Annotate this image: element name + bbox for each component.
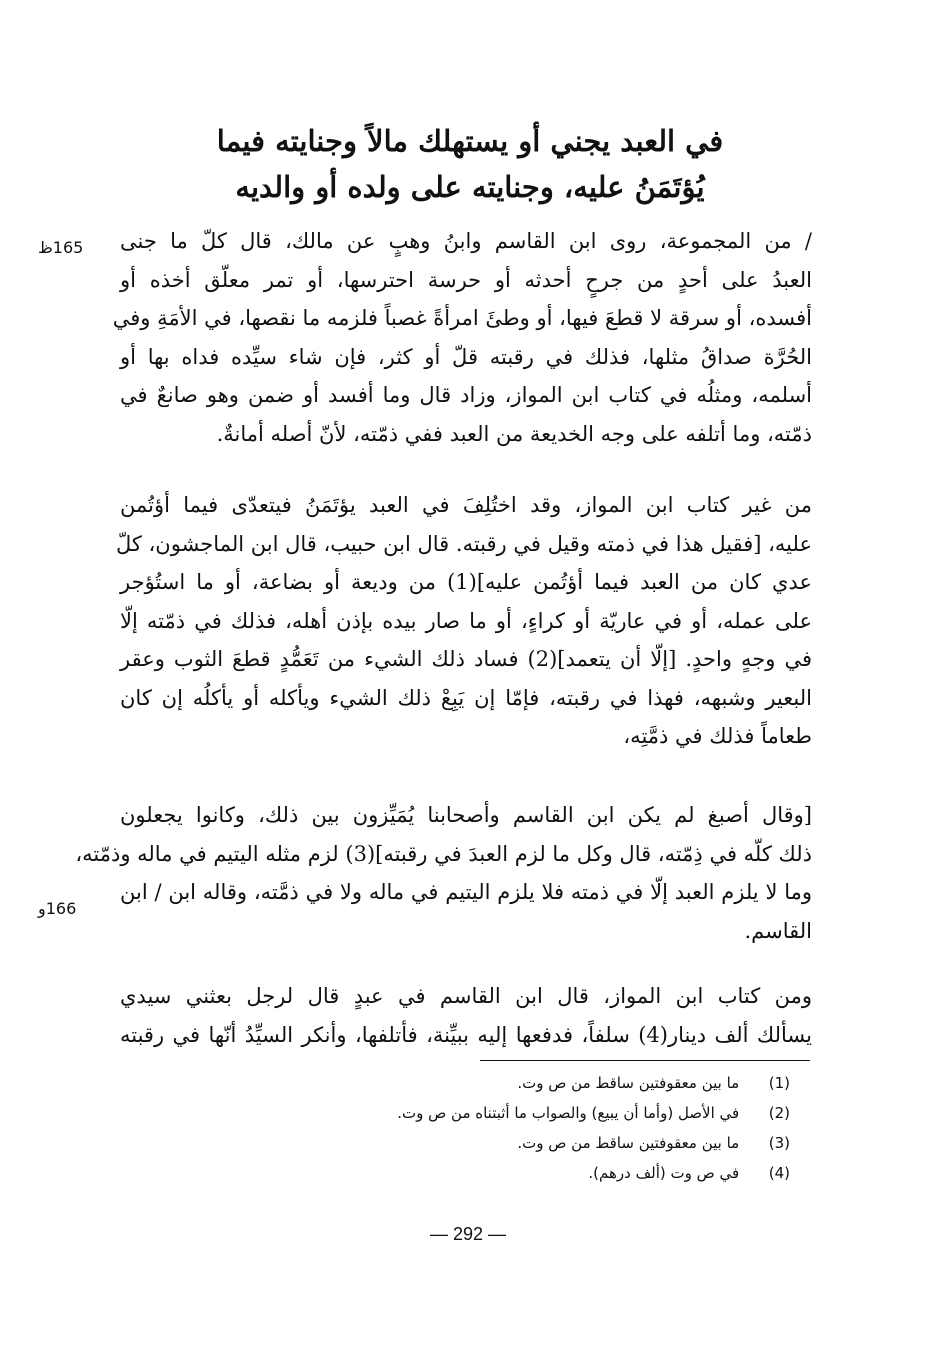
paragraph-2 bbox=[115, 486, 812, 756]
footnote-text: ما بين معقوفتين ساقط من ص وت. bbox=[517, 1134, 740, 1152]
text-line: ذلك كلّه في ذِمّته، قال وكل ما لزم العبدَ في رقبته](3) لزم مثله اليتيم في ماله وذمّته، bbox=[75, 841, 812, 866]
text-line: طعاماً فذلك في ذمَّتِه، bbox=[623, 724, 812, 748]
footnotes bbox=[300, 1068, 790, 1188]
text-line: ومن كتاب ابن المواز، قال ابن القاسم في عبدٍ قال لرجل بعثني سيدي bbox=[120, 984, 812, 1008]
text-line: في وجهٍ واحدٍ. [إلّا أن يتعمد](2) فساد ذلك الشيء من تَعَمُّدٍ قطعَ الثوب وعقر bbox=[120, 647, 812, 671]
footnote-text: ما بين معقوفتين ساقط من ص وت. bbox=[517, 1074, 740, 1092]
text-line: البعير وشبهه، فهذا في رقبته، فإمّا إن يَبِعْ ذلك الشيء ويأكله أو يأكلُه إن كان bbox=[120, 685, 812, 710]
page-number: — 292 — bbox=[429, 1224, 507, 1244]
paragraph-4 bbox=[120, 977, 812, 1054]
text-line: على عمله، أو في عاريّة أو كراءٍ، أو ما صار بيده بإذن أهله، فذلك في ذمّته إلّا bbox=[120, 608, 812, 633]
text-line: ذمّته، وما أتلفه على وجه الخديعة من العبد ففي ذمّته، لأنّ أصله أمانةٌ. bbox=[216, 421, 812, 446]
footnote-text: في الأصل (وأما أن يبيع) والصواب ما أثبتناه من ص وت. bbox=[397, 1104, 740, 1122]
text-line: [وقال أصبغ لم يكن ابن القاسم وأصحابنا يُمَيِّزون بين ذلك، وكانوا يجعلون bbox=[120, 803, 812, 827]
text-line: عدي كان من العبد فيما أؤتُمن عليه](1) من وديعة أو بضاعة، أو ما استُؤجر bbox=[120, 570, 812, 594]
paragraph-1 bbox=[112, 222, 812, 453]
text-line: عليه، [فقيل هذا في ذمته وقيل في رقبته. قال ابن حبيب، قال ابن الماجشون، كلّ bbox=[115, 531, 812, 556]
text-line: أسلمه، ومثلُه في كتاب ابن المواز، وزاد قال وما أفسد أو ضمن وهو صانعٌ في bbox=[120, 383, 812, 407]
footnote bbox=[300, 1098, 790, 1128]
text-line: العبدُ على أحدٍ من جرحٍ أحدثه أو حرسة احترسها، أو تمر معلّق أخذه أو bbox=[120, 267, 812, 292]
footnote bbox=[300, 1128, 790, 1158]
footnote-divider bbox=[480, 1060, 810, 1061]
text-line: وما لا يلزم العبد إلّا في ذمته فلا يلزم اليتيم في ماله ولا في ذمَّته، وقاله ابن / ابن bbox=[120, 880, 812, 904]
text-line: القاسم. bbox=[744, 918, 812, 943]
text-line: من غير كتاب ابن المواز، وقد اختُلِفَ في العبد يؤتَمَنُ فيتعدّى فيما أؤتُمن bbox=[120, 493, 812, 517]
footnote-number: (3) bbox=[768, 1134, 790, 1152]
footnote bbox=[300, 1158, 790, 1188]
margin-folio-note: 166و bbox=[38, 899, 77, 918]
text-line: الحُرَّة صداقُ مثلها، فذلك في رقبته قلّ أو كثر، فإن شاء سيِّده فداه بها أو bbox=[120, 344, 812, 369]
text-line: أفسده، أو سرقة لا قطعَ فيها، أو وطئَ امرأةً غصباً فلزمه ما نقصها، في الأمَةِ وفي bbox=[112, 306, 812, 330]
text-line: / من المجموعة، روى ابن القاسم وابنُ وهبٍ عن مالك، قال كلّ ما جنى bbox=[120, 229, 812, 253]
paragraph-3 bbox=[75, 796, 812, 950]
title-line-2: يُؤتَمَنُ عليه، وجنايته على ولده أو والديه bbox=[235, 170, 705, 204]
footnote-text: في ص وت (ألف درهم). bbox=[588, 1164, 740, 1182]
title-line-1: في العبد يجني أو يستهلك مالاً وجنايته فيما bbox=[216, 124, 724, 158]
footnote-number: (4) bbox=[768, 1164, 790, 1182]
margin-folio-note: 165ظ bbox=[38, 238, 84, 257]
footnote-number: (1) bbox=[768, 1074, 790, 1092]
chapter-title bbox=[150, 118, 790, 210]
text-line: يسألك ألف دينار(4) سلفاً، فدفعها إليه ببيِّنة، فأتلفها، وأنكر السيِّدُ أنّها في رقبته bbox=[120, 1022, 812, 1047]
footnote bbox=[300, 1068, 790, 1098]
footnote-number: (2) bbox=[768, 1104, 790, 1122]
